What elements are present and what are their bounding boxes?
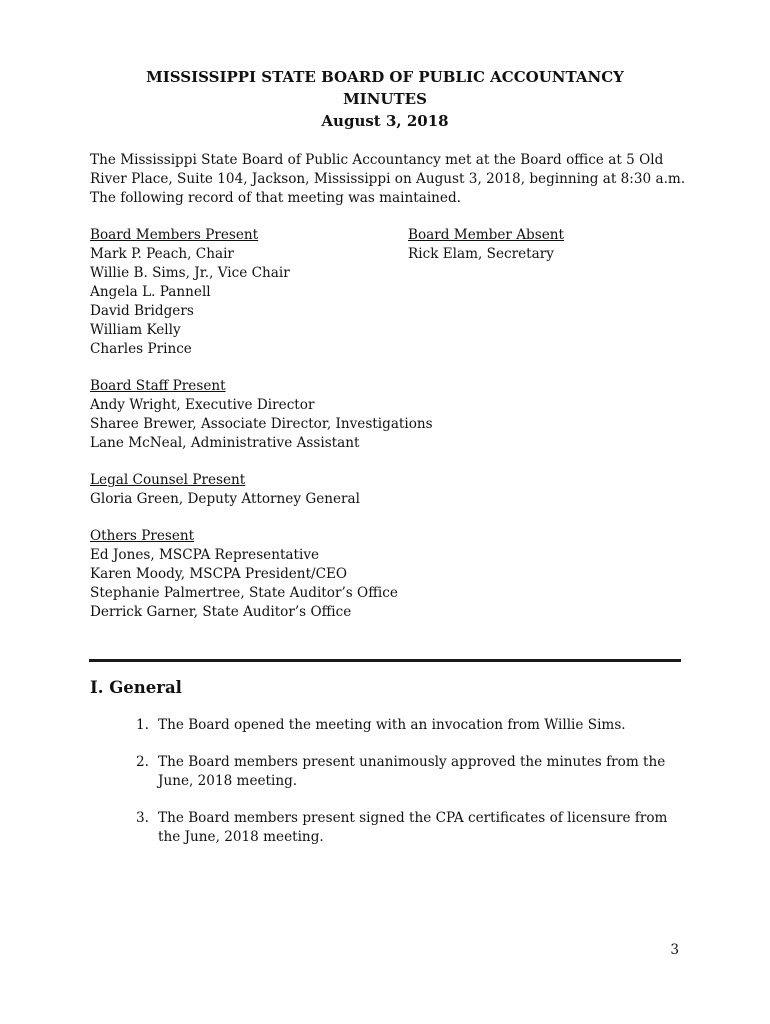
minutes-heading: MINUTES	[343, 90, 427, 108]
legal-counsel-present-block	[90, 471, 360, 509]
list-item	[90, 809, 682, 847]
meeting-date-heading: August 3, 2018	[321, 112, 449, 130]
page-number: 3	[670, 942, 679, 958]
counsel-name: Gloria Green, Deputy Attorney General	[90, 491, 361, 507]
list-item	[90, 716, 682, 735]
list-item-text: The Board opened the meeting with an invocation from Willie Sims.	[158, 717, 626, 733]
attendee-name: Ed Jones, MSCPA Representative	[90, 547, 320, 563]
member-name: Angela L. Pannell	[90, 284, 211, 300]
list-item	[90, 753, 682, 791]
attendee-name: Karen Moody, MSCPA President/CEO	[90, 566, 348, 582]
legal-counsel-present-heading: Legal Counsel Present	[90, 472, 246, 488]
section-divider	[89, 659, 681, 662]
board-member-absent-heading: Board Member Absent	[408, 227, 564, 243]
general-items-list	[90, 716, 682, 865]
member-name: David Bridgers	[90, 303, 194, 319]
others-present-block	[90, 527, 398, 622]
staff-name: Lane McNeal, Administrative Assistant	[90, 435, 360, 451]
member-name: William Kelly	[90, 322, 181, 338]
list-item-text: The Board members present unanimously approved the minutes from the June, 2018 meeting.	[158, 754, 666, 789]
attendee-name: Stephanie Palmertree, State Auditor’s Office	[90, 585, 398, 601]
list-item-number: 1.	[136, 717, 149, 733]
member-name: Willie B. Sims, Jr., Vice Chair	[90, 265, 290, 281]
member-name: Charles Prince	[90, 341, 192, 357]
board-members-present-block	[90, 226, 290, 359]
intro-paragraph: The Mississippi State Board of Public Accountancy met at the Board office at 5 Old River Place, Suite 104, Jackson, Mississippi on August 3, 2018, beginning at 8:30 a.m. The following record of that meeting was maintained.	[90, 152, 686, 206]
member-name: Mark P. Peach, Chair	[90, 246, 234, 262]
board-staff-present-block	[90, 377, 433, 453]
staff-name: Sharee Brewer, Associate Director, Investigations	[90, 416, 433, 432]
absent-member-name: Rick Elam, Secretary	[408, 246, 554, 262]
list-item-number: 2.	[136, 754, 149, 770]
board-member-absent-block	[408, 226, 564, 264]
board-name-heading: MISSISSIPPI STATE BOARD OF PUBLIC ACCOUNTANCY	[146, 68, 624, 86]
others-present-heading: Others Present	[90, 528, 195, 544]
list-item-text: The Board members present signed the CPA certificates of licensure from the June, 2018 meeting.	[158, 810, 668, 845]
document-header	[90, 66, 680, 132]
section-general-title: I. General	[90, 678, 182, 697]
staff-name: Andy Wright, Executive Director	[90, 397, 315, 413]
attendee-name: Derrick Garner, State Auditor’s Office	[90, 604, 352, 620]
board-members-present-heading: Board Members Present	[90, 227, 259, 243]
list-item-number: 3.	[136, 810, 149, 826]
board-staff-present-heading: Board Staff Present	[90, 378, 226, 394]
